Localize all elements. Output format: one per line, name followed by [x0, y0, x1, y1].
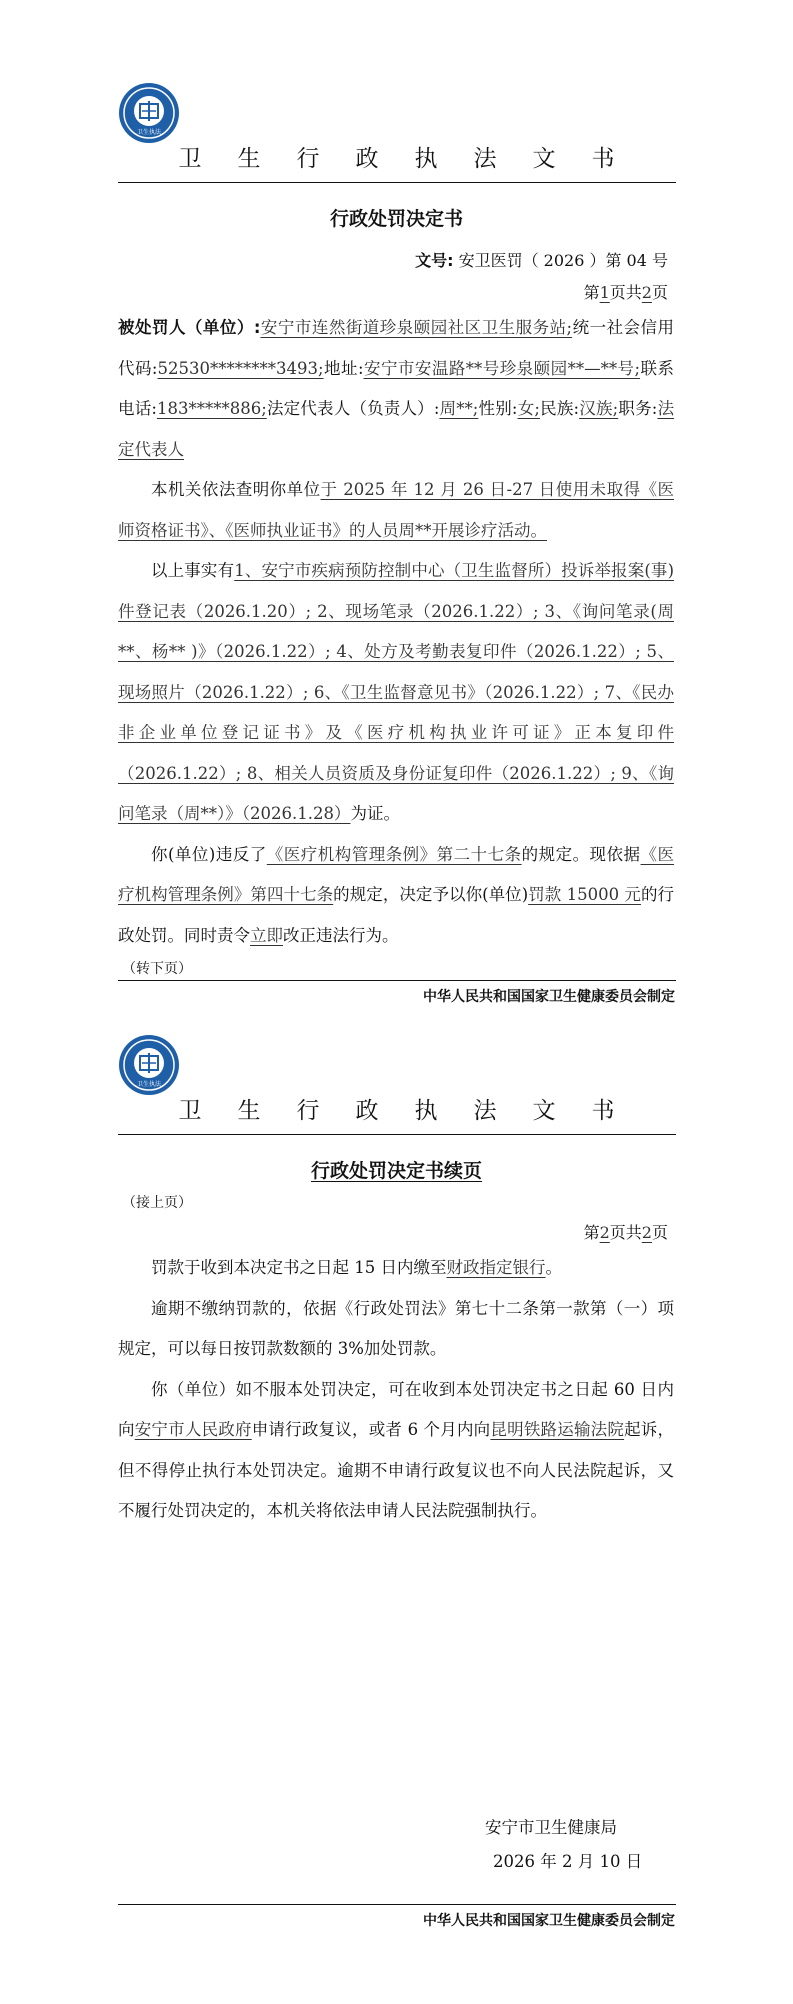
facts-paragraph: 本机关依法查明你单位于 2025 年 12 月 26 日-27 日使用未取得《医师资格证书》、《医师执业证书》的人员周**开展诊疗活动。 [118, 480, 674, 540]
issuer-footer: 中华人民共和国国家卫生健康委员会制定 [423, 989, 675, 1005]
health-emblem-logo [118, 82, 180, 144]
decision-body [118, 308, 674, 956]
document-number: 文号: 安卫医罚（ 2026 ）第 04 号 [415, 251, 668, 270]
header-title: 卫生行政执法文书 [178, 146, 651, 172]
party-info: 被处罚人（单位）:安宁市连然街道珍泉颐园社区卫生服务站;统一社会信用代码:52530********3493;地址:安宁市安温路**号珍泉颐园**—**号;联系电话:183*****886;法定代表人（负责人）:周**;性别:女;民族:汉族;职务:法定代表人 [118, 318, 675, 459]
page-indicator: 第2页共2页 [583, 1223, 668, 1242]
svg-text:卫生执法: 卫生执法 [136, 1081, 162, 1088]
page-indicator: 第1页共2页 [583, 283, 668, 302]
issuer-footer: 中华人民共和国国家卫生健康委员会制定 [423, 1913, 675, 1929]
continued-note: （接上页） [122, 1195, 192, 1211]
document-title: 行政处罚决定书续页 [310, 1160, 482, 1182]
header-divider [118, 182, 676, 183]
svg-text:卫生执法: 卫生执法 [136, 129, 162, 136]
decision-body-continued [118, 1248, 674, 1532]
document-title: 行政处罚决定书 [329, 208, 463, 230]
issue-date: 2026 年 2 月 10 日 [493, 1852, 643, 1871]
evidence-paragraph: 以上事实有1、安宁市疾病预防控制中心（卫生监督所）投诉举报案(事)件登记表（2026.1.20）; 2、现场笔录（2026.1.22）; 3、《询问笔录(周**、杨** )》（2026.1.22）; 4、处方及考勤表复印件（2026.1.22）; 5、现场照片（2026.1.22）; 6、《卫生监督意见书》（2026.1.22）; 7、《民办非企业单位登记证书》及《医疗机构执业许可证》正本复印件（2026.1.22）; 8、相关人员资质及身份证复印件（2026.1.22）; 9、《询问笔录（周**）》（2026.1.28）为证。 [118, 561, 675, 823]
late-fee-paragraph: 逾期不缴纳罚款的，依据《行政处罚法》第七十二条第一款第（一）项规定，可以每日按罚款数额的 3%加处罚款。 [118, 1298, 674, 1358]
health-emblem-logo [118, 1034, 180, 1096]
payment-paragraph: 罚款于收到本决定书之日起 15 日内缴至财政指定银行。 [151, 1258, 562, 1277]
footer-divider [118, 980, 676, 981]
footer-divider [118, 1904, 676, 1905]
header-divider [118, 1134, 676, 1135]
penalty-paragraph: 你(单位)违反了《医疗机构管理条例》第二十七条的规定。现依据《医疗机构管理条例》第四十七条的规定，决定予以你(单位)罚款 15000 元的行政处罚。同时责令立即改正违法行为。 [118, 844, 675, 945]
appeal-paragraph: 你（单位）如不服本处罚决定，可在收到本处罚决定书之日起 60 日内向安宁市人民政府申请行政复议，或者 6 个月内向昆明铁路运输法院起诉，但不得停止执行本处罚决定。逾期不申请行政复议也不向人民法院起诉，又不履行处罚决定的，本机关将依法申请人民法院强制执行。 [118, 1379, 675, 1520]
header-title: 卫生行政执法文书 [178, 1098, 651, 1124]
issuing-authority: 安宁市卫生健康局 [485, 1818, 617, 1837]
turn-page-note: （转下页） [122, 961, 192, 977]
